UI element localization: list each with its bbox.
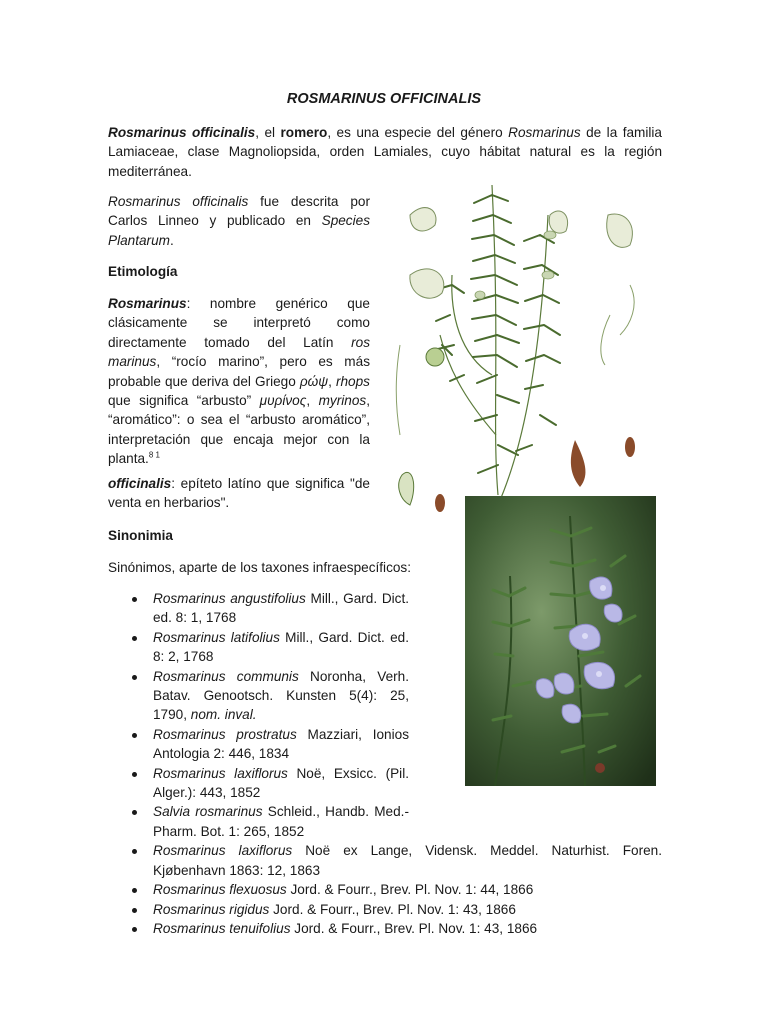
synonym-reference: Mazziari, Ionios Antologia 2: 446, 1834 (153, 726, 409, 762)
description-paragraph (108, 192, 370, 250)
synonym-reference: Noë ex Lange, Vidensk. Meddel. Naturhist. Foren. Kjøbenhavn 1863: 12, 1863 (153, 843, 663, 878)
intro-genus: Rosmarinus (508, 125, 581, 140)
intro-text-2: , es una especie del género (327, 125, 509, 140)
synonym-item (108, 841, 662, 880)
synonym-name: Rosmarinus rigidus (153, 901, 270, 917)
etymology-heading: Etimología (108, 264, 178, 279)
synonym-name: Rosmarinus laxiflorus (153, 843, 293, 859)
synonym-name: Rosmarinus prostratus (153, 726, 297, 742)
intro-paragraph (108, 123, 662, 181)
intro-binomial: Rosmarinus officinalis (108, 125, 256, 140)
synonym-name: Rosmarinus laxiflorus (153, 765, 288, 781)
synonym-item (108, 919, 662, 938)
intro-text-1: , el (255, 125, 281, 140)
etymology-translit-1: rhops (335, 373, 370, 389)
botanical-illustration (380, 175, 650, 515)
reference-superscript: 8 1 (148, 450, 160, 460)
synonym-name: Rosmarinus flexuosus (153, 882, 287, 898)
description-binomial: Rosmarinus officinalis (108, 194, 249, 209)
synonym-reference: Schleid., Handb. Med.-Pharm. Bot. 1: 265, 1852 (153, 804, 409, 839)
synonym-name: Rosmarinus tenuifolius (153, 920, 291, 936)
synonym-item (108, 880, 662, 899)
synonym-item (108, 802, 409, 841)
synonym-item (108, 667, 409, 725)
description-work: Species Plantarum (108, 213, 370, 248)
intro-common-name: romero (280, 125, 328, 140)
page-title: ROSMARINUS OFFICINALIS (286, 91, 482, 107)
synonym-item (108, 725, 409, 764)
etymology-greek-2: μυρίνος (259, 393, 307, 409)
synonym-note: nom. inval. (190, 707, 257, 723)
synonym-name: Salvia rosmarinus (153, 804, 263, 820)
etymology-text-5: , (306, 393, 319, 409)
synonym-reference: Mill., Gard. Dict. ed. 8: 2, 1768 (153, 629, 409, 665)
synonymy-heading: Sinonimia (108, 528, 173, 543)
synonym-item (108, 900, 662, 919)
synonym-item (108, 764, 409, 803)
etymology-text-2: , “rocío marino”, pero es más probable que deriva del Griego (108, 354, 370, 389)
etymology-text-4: que significa “arbusto” (108, 393, 260, 409)
synonym-item (108, 628, 409, 667)
synonym-reference: Jord. & Fourr., Brev. Pl. Nov. 1: 43, 1866 (269, 901, 516, 917)
epithet-text: : epíteto latíno que significa "de venta en herbarios". (108, 476, 370, 511)
etymology-term: Rosmarinus (108, 296, 187, 311)
intro-text-3: de la familia Lamiaceae, clase Magnoliopsida, orden Lamiales, cuyo hábitat natural es la región mediterránea. (108, 125, 662, 179)
etymology-text-6: , “aromático”: o sea el “arbusto aromático”, interpretación que encaja mejor con la planta. (108, 393, 370, 467)
synonymy-intro: Sinónimos, aparte de los taxones infraespecíficos: (108, 560, 412, 575)
synonym-reference: Jord. & Fourr., Brev. Pl. Nov. 1: 43, 1866 (290, 920, 538, 936)
etymology-paragraph (108, 294, 370, 469)
etymology-greek-1: ρώψ (299, 373, 329, 389)
etymology-latin: ros marinus (108, 334, 370, 370)
rosemary-photo (465, 496, 656, 786)
epithet-term: officinalis (108, 476, 172, 491)
synonym-reference: Jord. & Fourr., Brev. Pl. Nov. 1: 44, 1866 (286, 882, 534, 898)
description-text-1: fue descrita por Carlos Linneo y publicado en (108, 194, 370, 229)
etymology-translit-2: myrinos (318, 393, 367, 409)
synonym-name: Rosmarinus latifolius (153, 629, 280, 645)
synonym-reference: Noronha, Verh. Batav. Genootsch. Kunsten 5(4): 25, 1790, (153, 668, 410, 723)
synonym-name: Rosmarinus communis (153, 668, 299, 684)
epithet-paragraph (108, 474, 370, 513)
synonym-reference: Mill., Gard. Dict. ed. 8: 1, 1768 (153, 591, 410, 626)
etymology-text-3: , (328, 373, 336, 389)
etymology-text-1: : nombre genérico que clásicamente se interpretó como directamente tomado del Latín (108, 296, 370, 350)
synonym-reference: Noë, Exsicc. (Pil. Alger.): 443, 1852 (153, 765, 409, 801)
synonym-name: Rosmarinus angustifolius (153, 591, 306, 606)
description-text-2: . (169, 232, 174, 248)
synonym-item (108, 589, 409, 628)
